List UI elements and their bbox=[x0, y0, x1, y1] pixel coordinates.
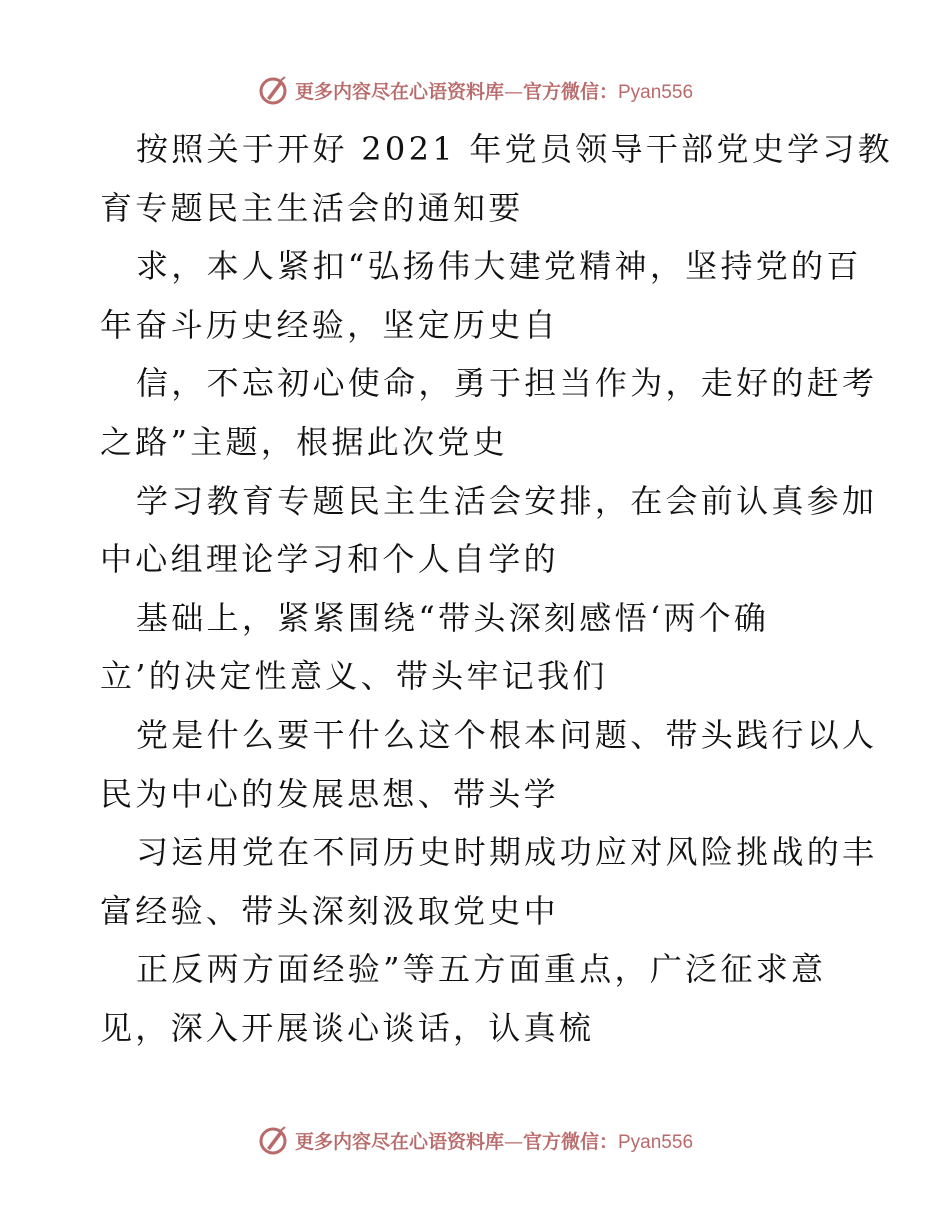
quill-logo-icon bbox=[257, 1124, 289, 1156]
header-banner bbox=[0, 72, 950, 108]
text-line: 基础上，紧紧围绕“带头深刻感悟‘两个确 bbox=[136, 598, 770, 637]
text-line: 中心组理论学习和个人自学的 bbox=[100, 540, 559, 579]
footer-contact-id: Pyan556 bbox=[618, 1131, 694, 1153]
header-contact-label: 官方微信： bbox=[522, 80, 618, 103]
text-line: 求，本人紧扣“弘扬伟大建党精神，坚持党的百 bbox=[136, 247, 862, 286]
text-line: 年奋斗历史经验，坚定历史自 bbox=[100, 305, 559, 344]
quill-logo-icon bbox=[257, 74, 289, 106]
text-line: 见，深入开展谈心谈话，认真梳 bbox=[100, 1008, 595, 1047]
text-line: 之路”主题，根据此次党史 bbox=[100, 422, 508, 461]
text-line: 习运用党在不同历史时期成功应对风险挑战的丰 bbox=[136, 833, 878, 872]
document-body bbox=[100, 120, 893, 1058]
text-line: 按照关于开好 2021 年党员领导干部党史学习教 bbox=[136, 130, 893, 168]
text-line: 育专题民主生活会的通知要 bbox=[100, 188, 524, 227]
text-line: 学习教育专题民主生活会安排，在会前认真参加 bbox=[136, 481, 878, 520]
header-banner-separator: — bbox=[503, 80, 523, 103]
text-line: 党是什么要干什么这个根本问题、带头践行以人 bbox=[136, 715, 878, 754]
header-contact-id: Pyan556 bbox=[618, 81, 694, 103]
footer-banner bbox=[0, 1122, 950, 1158]
footer-contact-label: 官方微信： bbox=[522, 1130, 618, 1153]
header-banner-text: 更多内容尽在心语资料库 bbox=[294, 80, 504, 103]
text-line: 立’的决定性意义、带头牢记我们 bbox=[100, 657, 608, 696]
footer-banner-text: 更多内容尽在心语资料库 bbox=[294, 1130, 504, 1153]
text-line: 正反两方面经验”等五方面重点，广泛征求意 bbox=[136, 950, 827, 989]
text-line: 富经验、带头深刻汲取党史中 bbox=[100, 891, 559, 930]
footer-banner-separator: — bbox=[503, 1130, 523, 1153]
text-line: 信，不忘初心使命，勇于担当作为，走好的赶考 bbox=[136, 364, 878, 403]
text-line: 民为中心的发展思想、带头学 bbox=[100, 774, 559, 813]
